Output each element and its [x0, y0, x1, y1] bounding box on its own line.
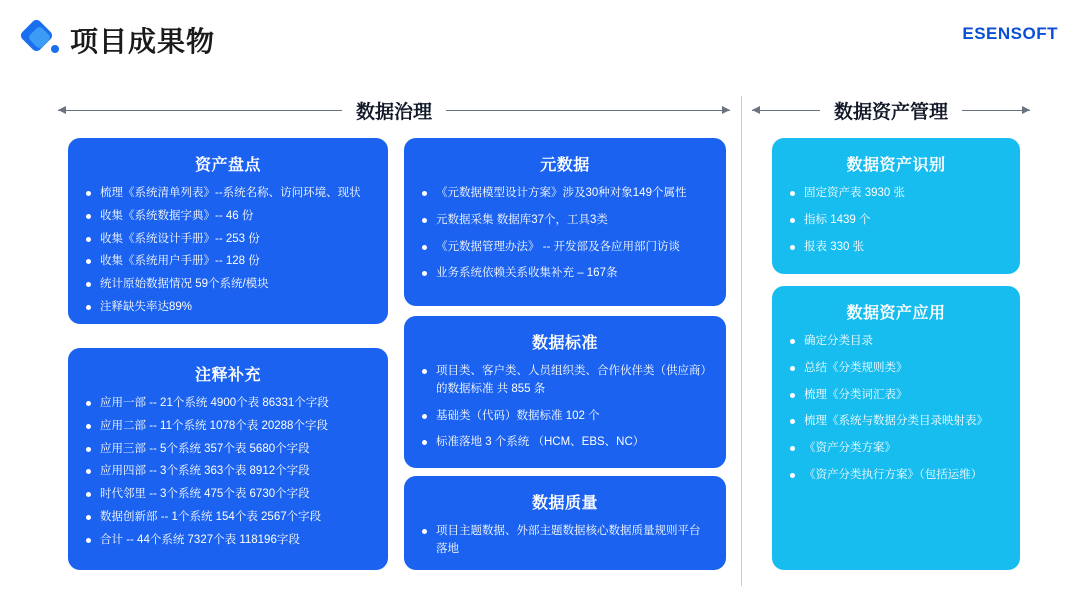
- logo-dot: [51, 45, 59, 53]
- card-item-list: [84, 185, 372, 317]
- diamond-logo-icon: [22, 22, 62, 58]
- list-item: 应用四部 -- 3个系统 363个表 8912个字段: [84, 463, 372, 481]
- card-data-standard: [404, 316, 726, 468]
- list-item: 梳理《系统清单列表》--系统名称、访问环境、现状: [84, 185, 372, 203]
- rail-line-left: [58, 110, 342, 111]
- list-item: 梳理《分类词汇表》: [788, 387, 1004, 405]
- list-item: 项目类、客户类、人员组织类、合作伙伴类（供应商）的数据标准 共 855 条: [420, 363, 710, 399]
- card-asset-identification: [772, 138, 1020, 274]
- list-item: 注释缺失率达89%: [84, 299, 372, 317]
- group-divider: [741, 96, 742, 586]
- card-title: 数据资产应用: [846, 305, 946, 322]
- card-asset-inventory: [68, 138, 388, 324]
- card-item-list: [788, 333, 1004, 485]
- card-data-quality: [404, 476, 726, 570]
- card-item-list: [420, 185, 710, 283]
- list-item: 报表 330 张: [788, 239, 1004, 257]
- list-item: 元数据采集 数据库37个，工具3类: [420, 212, 710, 230]
- card-title: 资产盘点: [194, 157, 261, 174]
- list-item: 应用二部 -- 11个系统 1078个表 20288个字段: [84, 418, 372, 436]
- list-item: 合计 -- 44个系统 7327个表 118196字段: [84, 532, 372, 550]
- slide-header: [0, 0, 1080, 78]
- card-asset-application: [772, 286, 1020, 570]
- card-title: 注释补充: [194, 367, 261, 384]
- card-title: 数据标准: [531, 335, 598, 352]
- list-item: 《元数据管理办法》 -- 开发部及各应用部门访谈: [420, 239, 710, 257]
- card-item-list: [420, 363, 710, 452]
- group-label-assets: 数据资产管理: [834, 101, 949, 123]
- page-title: 项目成果物: [70, 26, 216, 57]
- card-annotation-supplement: [68, 348, 388, 570]
- list-item: 确定分类目录: [788, 333, 1004, 351]
- group-header-governance: [58, 98, 730, 122]
- list-item: 《资产分类执行方案》（包括运维）: [788, 467, 1004, 485]
- card-title: 元数据: [540, 157, 590, 174]
- list-item: 收集《系统设计手册》-- 253 份: [84, 231, 372, 249]
- list-item: 统计原始数据情况 59个系统/模块: [84, 276, 372, 294]
- brand-logo-text: ESENSOFT: [962, 24, 1058, 43]
- list-item: 业务系统依赖关系收集补充 – 167条: [420, 265, 710, 283]
- list-item: 数据创新部 -- 1个系统 154个表 2567个字段: [84, 509, 372, 527]
- list-item: 时代邻里 -- 3个系统 475个表 6730个字段: [84, 486, 372, 504]
- card-item-list: [788, 185, 1004, 256]
- group-header-assets: [752, 98, 1030, 122]
- rail-line-right: [446, 110, 730, 111]
- group-label-governance: 数据治理: [356, 101, 433, 123]
- list-item: 收集《系统数据字典》-- 46 份: [84, 208, 372, 226]
- list-item: 项目主题数据、外部主题数据核心数据质量规则平台落地: [420, 523, 710, 559]
- list-item: 《元数据模型设计方案》涉及30种对象149个属性: [420, 185, 710, 203]
- card-title: 数据质量: [531, 495, 598, 512]
- card-item-list: [420, 523, 710, 559]
- list-item: 基础类（代码）数据标准 102 个: [420, 408, 710, 426]
- list-item: 梳理《系统与数据分类目录映射表》: [788, 413, 1004, 431]
- list-item: 收集《系统用户手册》-- 128 份: [84, 253, 372, 271]
- card-item-list: [84, 395, 372, 550]
- list-item: 《资产分类方案》: [788, 440, 1004, 458]
- list-item: 应用一部 -- 21个系统 4900个表 86331个字段: [84, 395, 372, 413]
- rail-line-right: [962, 110, 1030, 111]
- card-title: 数据资产识别: [846, 157, 946, 174]
- list-item: 总结《分类规则类》: [788, 360, 1004, 378]
- list-item: 应用三部 -- 5个系统 357个表 5680个字段: [84, 441, 372, 459]
- card-metadata: [404, 138, 726, 306]
- list-item: 标准落地 3 个系统 （HCM、EBS、NC）: [420, 434, 710, 452]
- list-item: 指标 1439 个: [788, 212, 1004, 230]
- rail-line-left: [752, 110, 820, 111]
- list-item: 固定资产表 3930 张: [788, 185, 1004, 203]
